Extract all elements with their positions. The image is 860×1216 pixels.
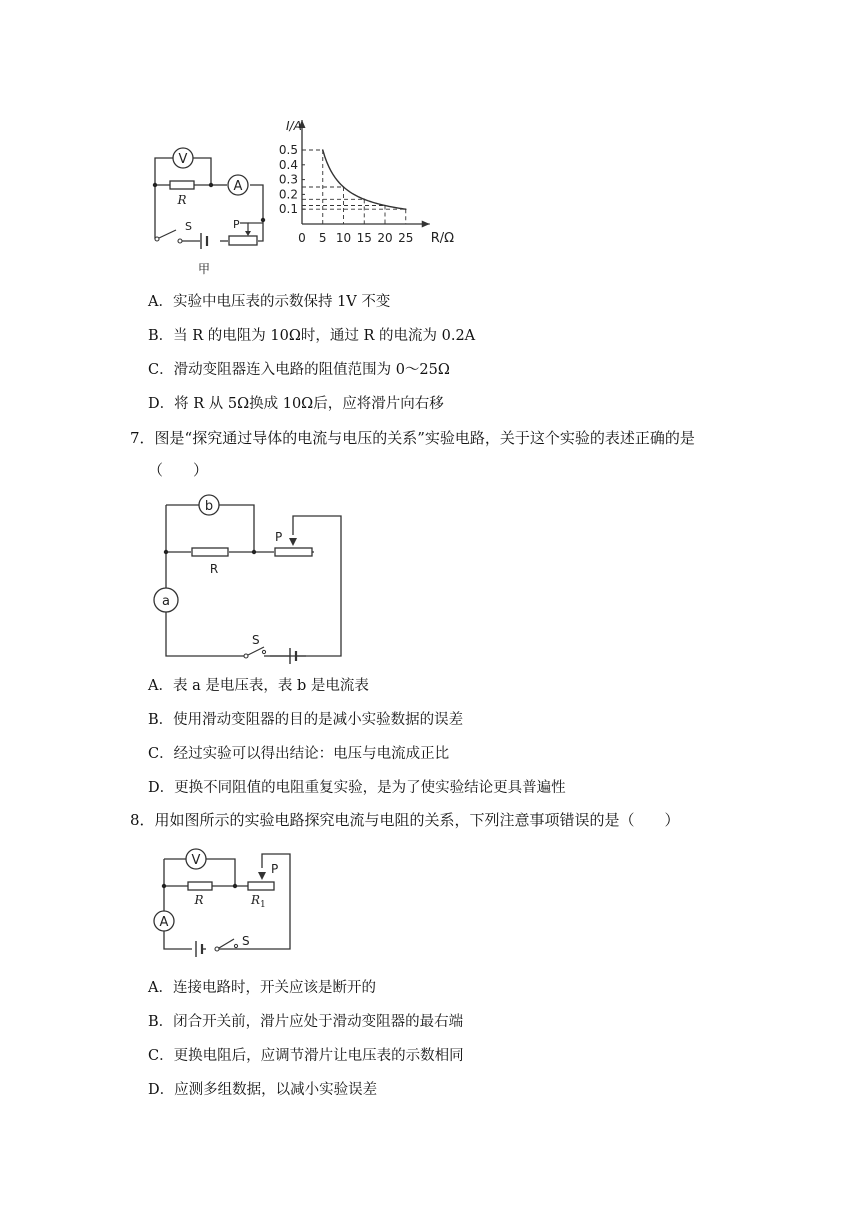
slider-label: P — [233, 218, 240, 231]
switch-icon — [215, 947, 219, 951]
q6-option-c: C．滑动变阻器连入电路的阻值范围为 0～25Ω — [148, 362, 450, 378]
data-point — [322, 149, 324, 151]
data-point — [343, 186, 345, 188]
rheostat-icon — [275, 548, 312, 556]
x-tick-label: 15 — [356, 231, 372, 245]
q6-graph-yi — [276, 112, 456, 272]
q7-option-d: D．更换不同阻值的电阻重复实验，是为了使实验结论更具普遍性 — [148, 780, 566, 796]
q6-option-b: B．当 R 的电阻为 10Ω时，通过 R 的电流为 0.2A — [148, 328, 476, 344]
y-tick-label: 0.1 — [278, 202, 298, 217]
resistor-label: R — [194, 893, 204, 907]
q6-circuit-jia — [140, 138, 280, 278]
q8-option-c: C．更换电阻后，应调节滑片让电压表的示数相同 — [148, 1048, 464, 1064]
x-axis-arrow-icon — [422, 221, 430, 228]
battery-icon — [196, 941, 202, 957]
y-tick-label: 0.4 — [278, 157, 298, 172]
switch-label: S — [185, 220, 192, 233]
x-tick-label: 5 — [318, 231, 327, 245]
q8-option-a: A．连接电路时，开关应该是断开的 — [148, 980, 376, 996]
q7-option-a: A．表 a 是电压表，表 b 是电流表 — [148, 678, 369, 694]
resistor-label: R — [209, 562, 219, 576]
rheostat-icon — [248, 882, 274, 890]
q7-stem-paren: （ ） — [148, 461, 209, 479]
x-tick-label: 10 — [335, 231, 352, 245]
data-point — [405, 208, 407, 210]
resistor-label: R — [177, 193, 187, 207]
q6-option-d: D．将 R 从 5Ω换成 10Ω后，应将滑片向右移 — [148, 396, 444, 412]
voltmeter-label: V — [178, 152, 188, 167]
switch-icon — [155, 237, 159, 241]
q7-option-c: C．经过实验可以得出结论：电压与电流成正比 — [148, 746, 450, 762]
x-tick-label: 20 — [377, 231, 393, 245]
data-point — [384, 205, 386, 207]
switch-label: S — [242, 934, 250, 948]
rheostat-icon — [229, 236, 257, 245]
switch-label: S — [252, 633, 260, 647]
battery-icon — [201, 233, 207, 249]
slider-label: P — [271, 862, 279, 876]
meter-a-label: a — [162, 594, 170, 609]
q8-circuit — [150, 846, 300, 958]
y-axis-label: I/A — [286, 119, 302, 133]
ammeter-label: A — [159, 915, 169, 930]
voltmeter-label: V — [191, 853, 201, 868]
y-tick-label: 0.3 — [278, 172, 298, 187]
y-tick-label: 0.2 — [278, 187, 298, 202]
meter-b-label: b — [204, 499, 214, 514]
q7-circuit — [146, 490, 356, 665]
q8-option-b: B．闭合开关前，滑片应处于滑动变阻器的最右端 — [148, 1014, 464, 1030]
switch-icon — [244, 654, 248, 658]
x-tick-label: 25 — [398, 231, 414, 245]
rheostat-label: $R_1$ — [251, 893, 266, 910]
q8-option-d: D．应测多组数据，以减小实验误差 — [148, 1082, 378, 1098]
q8-stem: 8．用如图所示的实验电路探究电流与电阻的关系，下列注意事项错误的是（ ） — [130, 811, 680, 829]
x-tick-label: 0 — [298, 231, 306, 245]
q6-option-a: A．实验中电压表的示数保持 1V 不变 — [148, 294, 391, 310]
resistor-icon — [188, 882, 212, 890]
resistor-icon — [170, 181, 194, 189]
ammeter-label: A — [233, 179, 243, 194]
q7-option-b: B．使用滑动变阻器的目的是减小实验数据的误差 — [148, 712, 464, 728]
q7-stem: 7．图是“探究通过导体的电流与电压的关系”实验电路，关于这个实验的表述正确的是 — [130, 429, 695, 447]
slider-label: P — [275, 530, 283, 544]
figure-caption-jia: 甲 — [197, 262, 211, 276]
y-tick-label: 0.5 — [278, 143, 298, 157]
resistor-icon — [192, 548, 228, 556]
x-axis-label: R/Ω — [430, 231, 455, 246]
data-point — [363, 199, 365, 201]
